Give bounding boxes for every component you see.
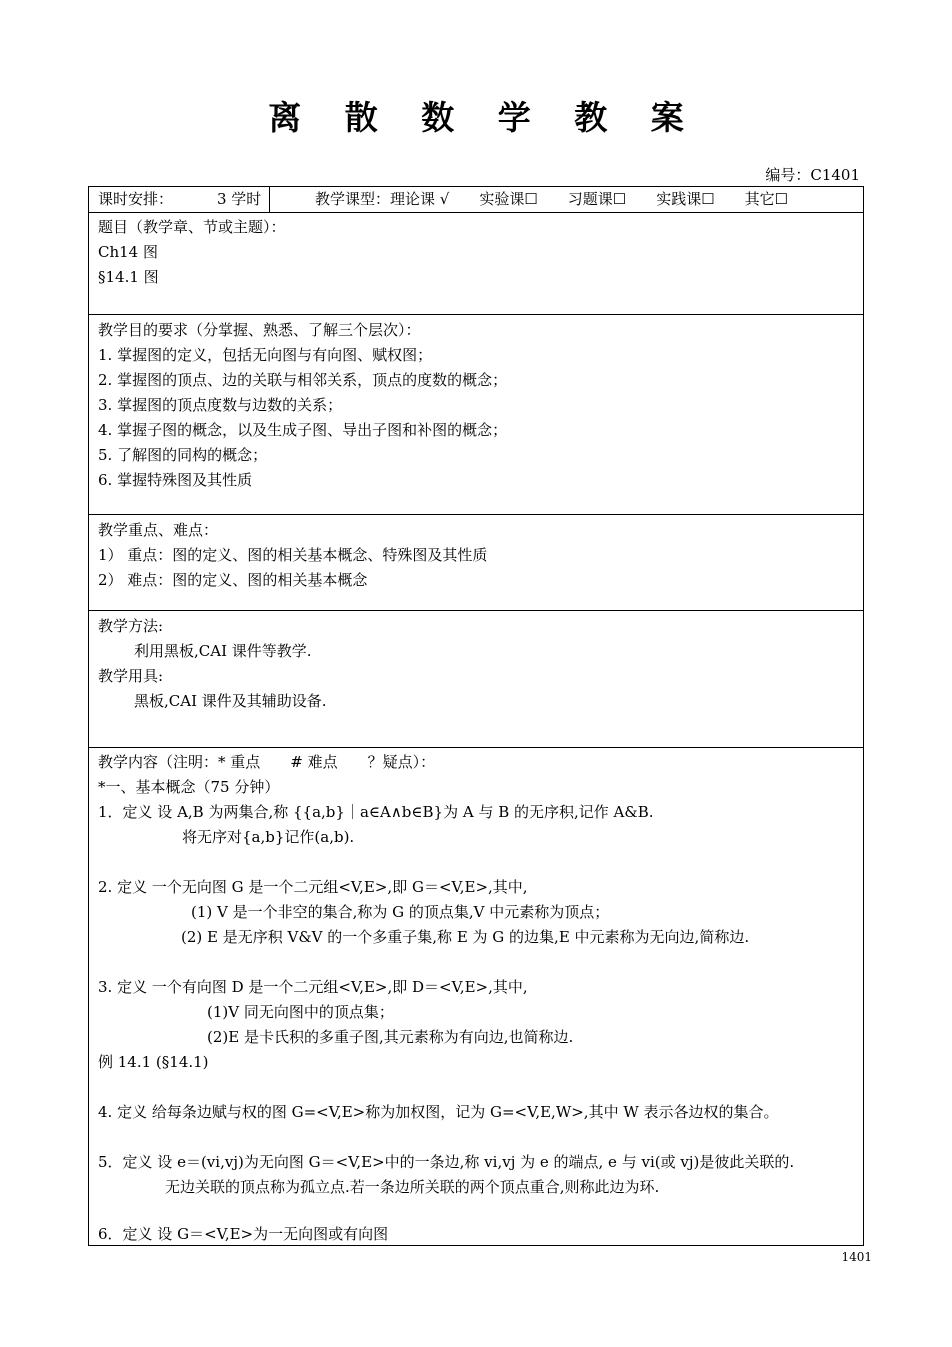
objective-item: 4. 掌握子图的概念，以及生成子图、导出子图和补图的概念； [98,421,508,439]
topic-chapter: Ch14 图 [98,243,158,261]
objectives-section [89,314,863,514]
tools-label: 教学用具: [98,667,164,685]
example-ref: 例 14.1 (§14.1) [98,1053,209,1071]
method-label: 教学方法: [98,617,164,635]
definition-5-note: 无边关联的顶点称为孤立点.若一条边所关联的两个顶点重合,则称此边为环. [165,1178,660,1196]
objectives-label: 教学目的要求（分掌握、熟悉、了解三个层次）： [98,321,421,339]
key-points-section [89,514,863,610]
content-section-heading: *一、基本概念（75 分钟） [98,778,280,796]
key-point-item: 2） 难点：图的定义、图的相关基本概念 [98,571,368,589]
lesson-plan-table [88,186,864,1246]
topic-section [89,212,863,314]
method-text: 利用黑板,CAI 课件等教学. [134,642,312,660]
definition-2: 2. 定义 一个无向图 G 是一个二元组<V,E>,即 G＝<V,E>,其中, [98,878,528,896]
objective-item: 5. 了解图的同构的概念； [98,446,268,464]
definition-1: 1．定义 设 A,B 为两集合,称 {{a,b}｜a∈A∧b∈B}为 A 与 B 的无序积,记作 A&B. [98,803,654,821]
lesson-type: 教学课型：理论课 √ 实验课☐ 习题课☐ 实践课☐ 其它☐ [315,190,789,208]
content-section [89,747,863,1247]
tools-text: 黑板,CAI 课件及其辅助设备. [134,692,327,710]
definition-3-item: (2)E 是卡氏积的多重子图,其元素称为有向边,也简称边. [207,1028,574,1046]
objective-item: 2. 掌握图的顶点、边的关联与相邻关系，顶点的度数的概念； [98,371,508,389]
definition-1-note: 将无序对{a,b}记作(a,b). [182,828,355,846]
methods-section [89,610,863,747]
objective-item: 1. 掌握图的定义，包括无向图与有向图、赋权图； [98,346,433,364]
header-divider [269,187,270,212]
definition-4: 4. 定义 给每条边赋与权的图 G=<V,E>称为加权图，记为 G=<V,E,W>,其中 W 表示各边权的集合。 [98,1103,779,1121]
definition-2-item: (1) V 是一个非空的集合,称为 G 的顶点集,V 中元素称为顶点； [191,903,610,921]
objective-item: 6. 掌握特殊图及其性质 [98,471,253,489]
definition-3-item: (1)V 同无向图中的顶点集； [207,1003,394,1021]
content-label: 教学内容（注明：* 重点 # 难点 ？疑点）： [98,753,436,771]
header-row [89,187,863,212]
page-title: 离 散 数 学 教 案 [268,98,700,137]
key-point-item: 1） 重点：图的定义、图的相关基本概念、特殊图及其性质 [98,546,488,564]
schedule-value: 3 学时 [217,190,262,208]
document-number: 编号：C1401 [765,166,860,184]
page-number: 1401 [841,1250,872,1264]
definition-6: 6．定义 设 G＝<V,E>为一无向图或有向图 [98,1225,389,1243]
schedule-label: 课时安排： [98,190,174,208]
topic-section-name: §14.1 图 [98,268,159,286]
objective-item: 3. 掌握图的顶点度数与边数的关系； [98,396,343,414]
definition-2-item: (2) E 是无序积 V&V 的一个多重子集,称 E 为 G 的边集,E 中元素称为无向边,简称边. [181,928,750,946]
topic-label: 题目（教学章、节或主题）： [98,218,286,236]
definition-5: 5．定义 设 e＝(vi,vj)为无向图 G＝<V,E>中的一条边,称 vi,vj 为 e 的端点, e 与 vi(或 vj)是彼此关联的. [98,1153,795,1171]
definition-3: 3. 定义 一个有向图 D 是一个二元组<V,E>,即 D＝<V,E>,其中, [98,978,528,996]
key-points-label: 教学重点、难点： [98,521,219,539]
